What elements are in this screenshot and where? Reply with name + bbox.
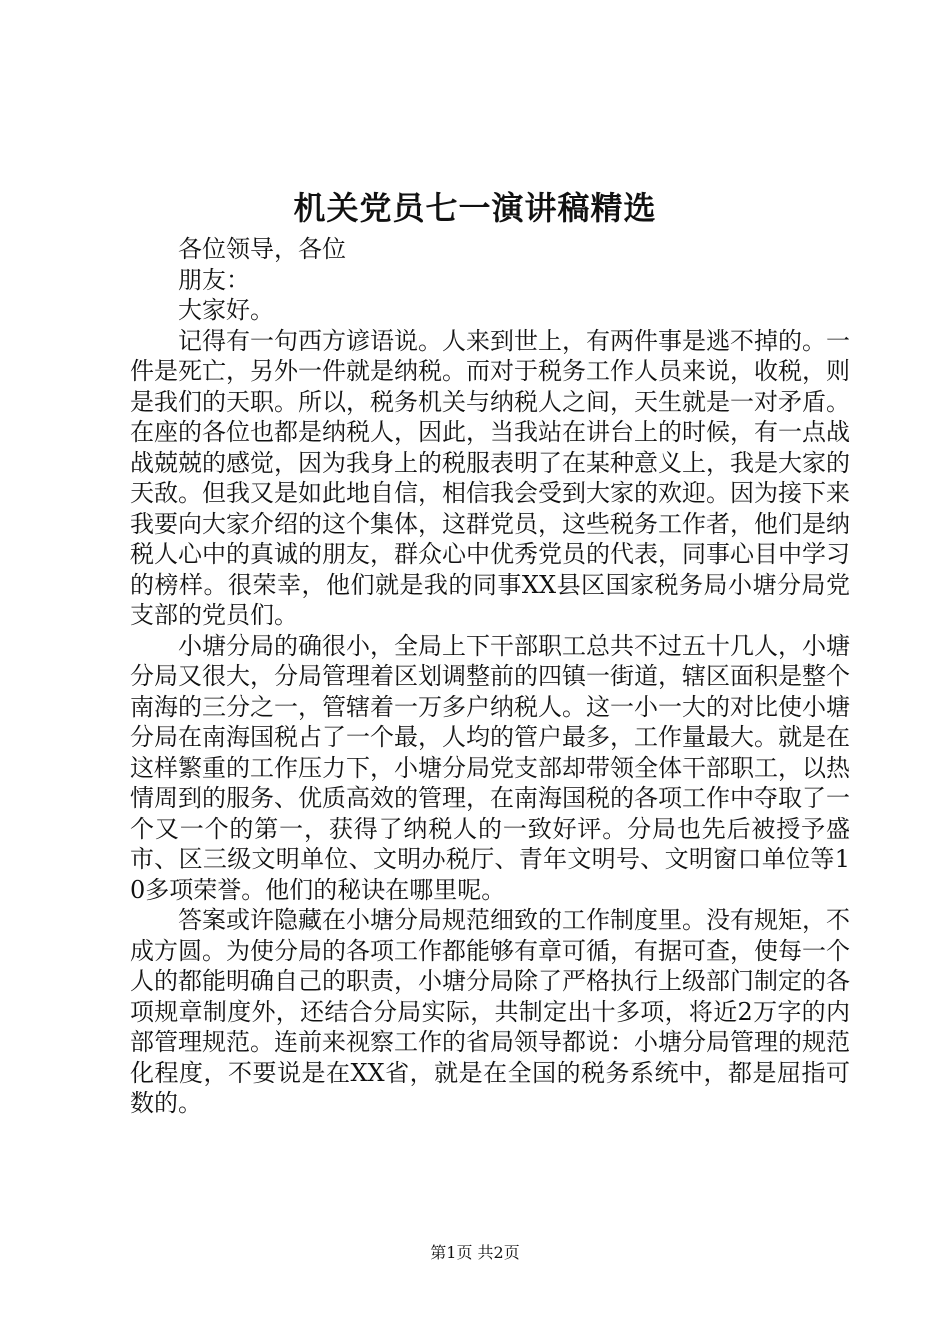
paragraph-body-1: 记得有一句西方谚语说。人来到世上，有两件事是逃不掉的。一件是死亡，另外一件就是纳税。而对于税务工作人员来说，收税，则是我们的天职。所以，税务机关与纳税人之间，天生就是一对矛盾。在座的各位也都是纳税人，因此，当我站在讲台上的时候，有一点战战兢兢的感觉，因为我身上的税服表明了在某种意义上，我是大家的天敌。但我又是如此地自信，相信我会受到大家的欢迎。因为接下来我要向大家介绍的这个集体，这群党员，这些税务工作者，他们是纳税人心中的真诚的朋友，群众心中优秀党员的代表，同事心目中学习的榜样。很荣幸，他们就是我的同事XX县区国家税务局小塘分局党支部的党员们。 bbox=[130, 326, 850, 629]
document-title: 机关党员七一演讲稿精选 bbox=[293, 189, 657, 227]
paragraph-body-2: 小塘分局的确很小，全局上下干部职工总共不过五十几人，小塘分局又很大，分局管理着区划调整前的四镇一街道，辖区面积是整个南海的三分之一，管辖着一万多户纳税人。这一小一大的对比使小塘分局在南海国税占了一个最，人均的管户最多，工作量最大。就是在这样繁重的工作压力下，小塘分局党支部却带领全体干部职工，以热情周到的服务、优质高效的管理，在南海国税的各项工作中夺取了一个又一个的第一，获得了纳税人的一致好评。分局也先后被授予盛市、区三级文明单位、文明办税厅、青年文明号、文明窗口单位等10多项荣誉。他们的秘诀在哪里呢。 bbox=[130, 631, 850, 904]
paragraph-salutation-continued: 朋友： bbox=[178, 265, 250, 294]
paragraph-greeting: 大家好。 bbox=[178, 296, 274, 324]
paragraph-body-3: 答案或许隐藏在小塘分局规范细致的工作制度里。没有规矩，不成方圆。为使分局的各项工作都能够有章可循，有据可查，使每一个人的都能明确自己的职责，小塘分局除了严格执行上级部门制定的各项规章制度外，还结合分局实际，共制定出十多项，将近2万字的内部管理规范。连前来视察工作的省局领导都说：小塘分局管理的规范化程度，不要说是在XX省，就是在全国的税务系统中，都是屈指可数的。 bbox=[130, 906, 850, 1117]
document-body bbox=[130, 234, 850, 1119]
page-footer: 第1页 共2页 bbox=[430, 1243, 520, 1262]
paragraph-salutation: 各位领导，各位 bbox=[178, 235, 346, 263]
